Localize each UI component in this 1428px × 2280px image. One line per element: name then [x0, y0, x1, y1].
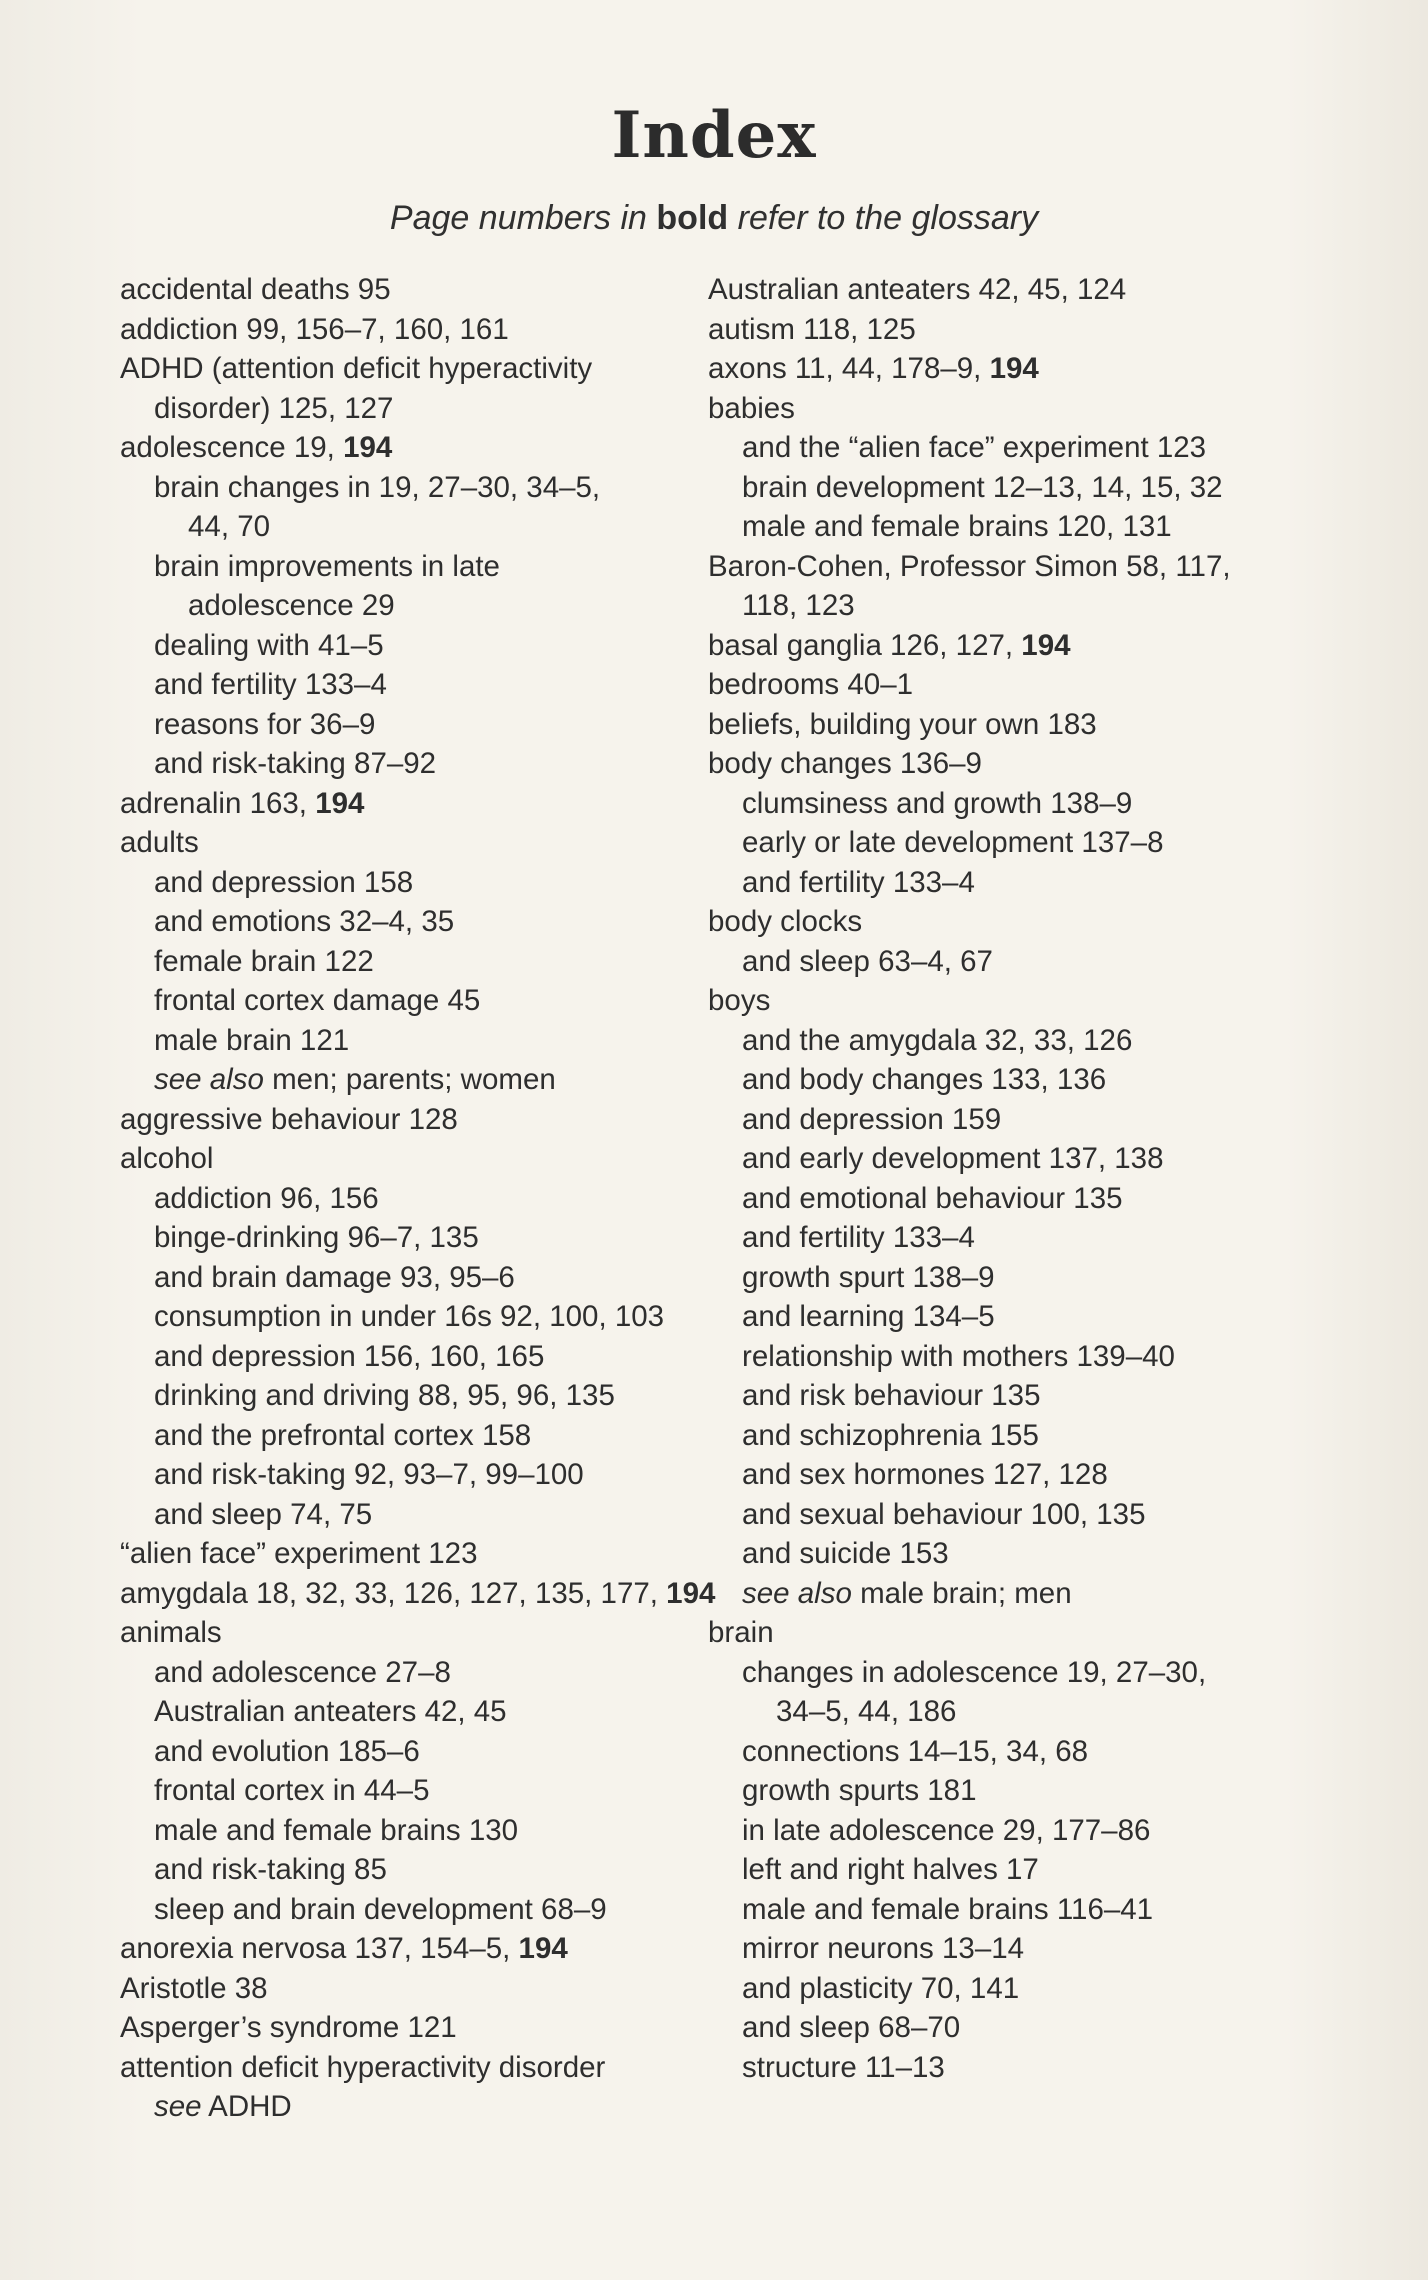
- index-entry-text: aggressive behaviour 128: [120, 1102, 458, 1136]
- index-subentry: [120, 2087, 710, 2127]
- index-entry-text: men; parents; women: [263, 1063, 556, 1096]
- index-entry-text: and early development 137, 138: [742, 1142, 1164, 1175]
- index-subentry: [120, 1850, 710, 1890]
- index-entry-text: frontal cortex damage 45: [154, 984, 481, 1017]
- index-subentry: [708, 2008, 1308, 2048]
- index-entry-text: addiction 96, 156: [154, 1181, 379, 1215]
- index-entry-text: alcohol: [120, 1142, 214, 1175]
- index-entry-text: relationship with mothers 139–40: [742, 1339, 1175, 1373]
- index-entry: [120, 349, 710, 389]
- index-subentry: [708, 1139, 1308, 1179]
- index-entry: [708, 902, 1308, 942]
- index-entry-text: adolescence 19,: [120, 431, 344, 464]
- index-entry-text: Asperger’s syndrome 121: [120, 2011, 457, 2044]
- index-entry-text: addiction 99, 156–7, 160, 161: [120, 312, 509, 346]
- index-entry-text: Australian anteaters 42, 45, 124: [708, 273, 1127, 306]
- index-entry: [708, 744, 1308, 784]
- index-entry-text: adrenalin 163,: [120, 786, 316, 820]
- index-entry-text: Australian anteaters 42, 45: [154, 1695, 507, 1728]
- index-entry: [708, 626, 1308, 666]
- index-entry: [120, 823, 710, 863]
- index-entry-text: see: [154, 2090, 202, 2123]
- index-note-bold: bold: [656, 199, 729, 237]
- index-entry-text: basal ganglia 126, 127,: [708, 628, 1022, 662]
- index-subentry: [708, 586, 1308, 626]
- index-entry-text: and emotions 32–4, 35: [154, 905, 455, 938]
- index-entry-text: and risk behaviour 135: [742, 1379, 1041, 1412]
- index-column-left: [120, 270, 716, 2127]
- index-entry-text: animals: [120, 1616, 222, 1649]
- index-entry-text: and fertility 133–4: [742, 1221, 975, 1254]
- index-entry-text: anorexia nervosa 137, 154–5,: [120, 1932, 519, 1965]
- index-subentry: [708, 1692, 1308, 1732]
- index-entry-text: female brain 122: [154, 944, 374, 978]
- index-entry-text: brain changes in 19, 27–30, 34–5,: [154, 470, 601, 504]
- index-entry-text: and plasticity 70, 141: [742, 1971, 1020, 2005]
- index-subentry: [120, 586, 710, 626]
- index-entry: [120, 310, 710, 350]
- index-entry: [708, 270, 1308, 310]
- index-subentry: [120, 1337, 710, 1377]
- index-subentry: [708, 1376, 1308, 1416]
- index-subentry: [120, 1732, 710, 1772]
- index-entry-text: Aristotle 38: [120, 1971, 268, 2005]
- index-entry: [120, 2048, 710, 2088]
- index-subentry: [120, 1060, 710, 1100]
- index-entry-text: dealing with 41–5: [154, 628, 384, 662]
- index-entry-text: see also: [154, 1063, 264, 1096]
- index-subentry: [120, 981, 710, 1021]
- index-subentry: [120, 744, 710, 784]
- index-subentry: [120, 1218, 710, 1258]
- index-subentry: [120, 626, 710, 666]
- index-entry-text: 194: [518, 1932, 568, 1965]
- index-note-after: refer to the glossary: [728, 199, 1039, 237]
- index-entry-text: and brain damage 93, 95–6: [154, 1260, 515, 1294]
- index-subentry: [708, 1850, 1308, 1890]
- index-entry-text: and evolution 185–6: [154, 1734, 420, 1768]
- index-entry: [708, 349, 1308, 389]
- index-subentry: [120, 1890, 710, 1930]
- index-subentry: [708, 507, 1308, 547]
- index-entry-text: beliefs, building your own 183: [708, 707, 1097, 741]
- index-subentry: [120, 1179, 710, 1219]
- index-column-right: [708, 270, 1308, 2087]
- index-entry-text: and risk-taking 92, 93–7, 99–100: [154, 1458, 584, 1491]
- index-entry-text: and emotional behaviour 135: [742, 1181, 1123, 1215]
- index-subentry: [708, 1653, 1308, 1693]
- index-entry-text: and body changes 133, 136: [742, 1063, 1107, 1096]
- index-entry-text: clumsiness and growth 138–9: [742, 786, 1133, 820]
- index-subentry: [708, 1534, 1308, 1574]
- index-entry-text: 194: [666, 1576, 716, 1610]
- index-subentry: [708, 1100, 1308, 1140]
- index-entry-text: see also: [742, 1576, 852, 1610]
- index-entry-text: attention deficit hyperactivity disorder: [120, 2050, 606, 2084]
- index-entry-text: and depression 158: [154, 865, 414, 899]
- index-entry-text: binge-drinking 96–7, 135: [154, 1221, 479, 1254]
- index-entry-text: and fertility 133–4: [154, 668, 387, 701]
- index-entry: [120, 1139, 710, 1179]
- index-subentry: [120, 665, 710, 705]
- index-entry-text: Baron-Cohen, Professor Simon 58, 117,: [708, 549, 1231, 583]
- index-entry-text: boys: [708, 984, 771, 1017]
- index-entry-text: brain improvements in late: [154, 549, 500, 583]
- index-entry-text: 194: [1021, 628, 1071, 662]
- index-subentry: [120, 389, 710, 429]
- index-subentry: [708, 1929, 1308, 1969]
- index-entry-text: and schizophrenia 155: [742, 1418, 1039, 1452]
- index-subentry: [708, 1297, 1308, 1337]
- index-entry-text: 194: [315, 786, 365, 820]
- index-subentry: [708, 1771, 1308, 1811]
- index-entry-text: “alien face” experiment 123: [120, 1537, 478, 1570]
- index-entry-text: ADHD: [201, 2090, 292, 2123]
- index-subentry: [120, 1297, 710, 1337]
- index-subentry: [708, 468, 1308, 508]
- index-entry-text: body clocks: [708, 905, 863, 938]
- index-entry-text: consumption in under 16s 92, 100, 103: [154, 1300, 665, 1333]
- index-entry-text: 34–5, 44, 186: [776, 1695, 957, 1728]
- index-entry-text: 194: [989, 352, 1039, 385]
- index-entry: [708, 389, 1308, 429]
- index-entry-text: and risk-taking 85: [154, 1853, 387, 1886]
- index-entry-text: growth spurt 138–9: [742, 1260, 995, 1294]
- index-entry-text: structure 11–13: [742, 2050, 945, 2084]
- index-subentry: [708, 2048, 1308, 2088]
- index-entry-text: and suicide 153: [742, 1537, 949, 1570]
- index-entry: [120, 1574, 716, 1614]
- index-subentry: [120, 1811, 710, 1851]
- index-subentry: [120, 705, 710, 745]
- index-entry-text: and depression 156, 160, 165: [154, 1339, 545, 1373]
- index-subentry: [708, 428, 1308, 468]
- index-subentry: [120, 507, 710, 547]
- index-entry: [120, 1613, 710, 1653]
- index-entry: [120, 428, 710, 468]
- index-entry-text: axons 11, 44, 178–9,: [708, 352, 990, 385]
- index-entry: [120, 270, 710, 310]
- index-entry-text: early or late development 137–8: [742, 826, 1164, 859]
- index-subentry: [708, 1811, 1308, 1851]
- index-entry-text: and depression 159: [742, 1102, 1002, 1136]
- index-entry-text: bedrooms 40–1: [708, 668, 914, 701]
- index-entry-text: and sleep 68–70: [742, 2011, 961, 2044]
- index-subentry: [708, 1455, 1308, 1495]
- index-entry-text: changes in adolescence 19, 27–30,: [742, 1655, 1207, 1689]
- index-entry-text: and sex hormones 127, 128: [742, 1458, 1108, 1491]
- index-subentry: [120, 1455, 710, 1495]
- index-entry-text: male and female brains 116–41: [742, 1892, 1154, 1926]
- index-entry: [120, 784, 710, 824]
- index-entry-text: and adolescence 27–8: [154, 1655, 451, 1689]
- index-subentry: [708, 1732, 1308, 1772]
- index-subentry: [120, 1376, 710, 1416]
- index-subentry: [708, 1258, 1308, 1298]
- index-subentry: [120, 863, 710, 903]
- index-subentry: [120, 547, 710, 587]
- index-subentry: [708, 1337, 1308, 1377]
- index-entry: [708, 547, 1308, 587]
- index-subentry: [120, 1021, 710, 1061]
- index-entry-text: ADHD (attention deficit hyperactivity: [120, 352, 593, 385]
- index-entry-text: left and right halves 17: [742, 1853, 1039, 1886]
- index-subentry: [708, 1060, 1308, 1100]
- index-subentry: [120, 1771, 710, 1811]
- index-entry: [708, 310, 1308, 350]
- index-entry: [120, 2008, 710, 2048]
- index-entry-text: babies: [708, 391, 795, 425]
- index-entry: [120, 1534, 710, 1574]
- index-subentry: [708, 1495, 1308, 1535]
- index-entry-text: male brain 121: [154, 1023, 350, 1057]
- index-entry-text: mirror neurons 13–14: [742, 1932, 1025, 1965]
- index-entry: [708, 1613, 1308, 1653]
- index-entry: [120, 1929, 710, 1969]
- index-entry: [708, 705, 1308, 745]
- index-entry-text: connections 14–15, 34, 68: [742, 1734, 1089, 1768]
- index-entry-text: amygdala 18, 32, 33, 126, 127, 135, 177,: [120, 1576, 667, 1610]
- index-subentry: [708, 1416, 1308, 1456]
- index-subentry: [120, 468, 710, 508]
- index-subentry: [708, 1179, 1308, 1219]
- index-entry-text: brain: [708, 1616, 774, 1649]
- index-note: [0, 196, 1428, 240]
- index-entry: [708, 981, 1308, 1021]
- index-entry: [708, 665, 1308, 705]
- index-subentry: [708, 863, 1308, 903]
- index-subentry: [120, 1692, 710, 1732]
- page-title: Index: [611, 98, 817, 173]
- index-entry-text: and the amygdala 32, 33, 126: [742, 1023, 1133, 1057]
- index-entry-text: male and female brains 130: [154, 1813, 519, 1847]
- index-subentry: [120, 902, 710, 942]
- index-entry-text: adolescence 29: [188, 589, 395, 622]
- index-entry-text: and the prefrontal cortex 158: [154, 1418, 532, 1452]
- index-subentry: [708, 942, 1308, 982]
- index-entry-text: growth spurts 181: [742, 1774, 977, 1807]
- index-entry-text: sleep and brain development 68–9: [154, 1892, 607, 1926]
- index-subentry: [120, 1416, 710, 1456]
- index-entry-text: reasons for 36–9: [154, 707, 376, 741]
- index-entry-text: male and female brains 120, 131: [742, 510, 1172, 543]
- index-entry-text: and learning 134–5: [742, 1300, 995, 1333]
- index-subentry: [708, 1574, 1308, 1614]
- index-entry-text: frontal cortex in 44–5: [154, 1774, 430, 1807]
- index-subentry: [708, 784, 1308, 824]
- index-subentry: [120, 942, 710, 982]
- index-subentry: [708, 1021, 1308, 1061]
- index-entry-text: body changes 136–9: [708, 747, 982, 780]
- index-subentry: [708, 1890, 1308, 1930]
- index-entry-text: adults: [120, 826, 199, 859]
- index-entry-text: and the “alien face” experiment 123: [742, 431, 1207, 464]
- index-subentry: [120, 1495, 710, 1535]
- index-entry: [120, 1100, 710, 1140]
- index-subentry: [708, 1218, 1308, 1258]
- index-entry-text: disorder) 125, 127: [154, 391, 394, 425]
- index-entry-text: 118, 123: [742, 589, 855, 622]
- index-subentry: [708, 823, 1308, 863]
- index-entry-text: male brain; men: [851, 1576, 1072, 1610]
- index-subentry: [120, 1653, 710, 1693]
- index-subentry: [708, 1969, 1308, 2009]
- index-entry-text: accidental deaths 95: [120, 273, 391, 306]
- index-entry-text: drinking and driving 88, 95, 96, 135: [154, 1379, 615, 1412]
- index-entry-text: and sleep 63–4, 67: [742, 944, 993, 978]
- index-entry-text: 194: [343, 431, 393, 464]
- index-entry-text: 44, 70: [188, 510, 271, 543]
- index-entry: [120, 1969, 710, 2009]
- index-note-before: Page numbers in: [389, 199, 657, 237]
- index-entry-text: and fertility 133–4: [742, 865, 975, 899]
- index-entry-text: and sexual behaviour 100, 135: [742, 1497, 1146, 1531]
- index-entry-text: brain development 12–13, 14, 15, 32: [742, 470, 1223, 504]
- index-entry-text: autism 118, 125: [708, 312, 916, 346]
- index-entry-text: and risk-taking 87–92: [154, 747, 437, 780]
- index-entry-text: and sleep 74, 75: [154, 1497, 373, 1531]
- index-subentry: [120, 1258, 710, 1298]
- index-entry-text: in late adolescence 29, 177–86: [742, 1813, 1151, 1847]
